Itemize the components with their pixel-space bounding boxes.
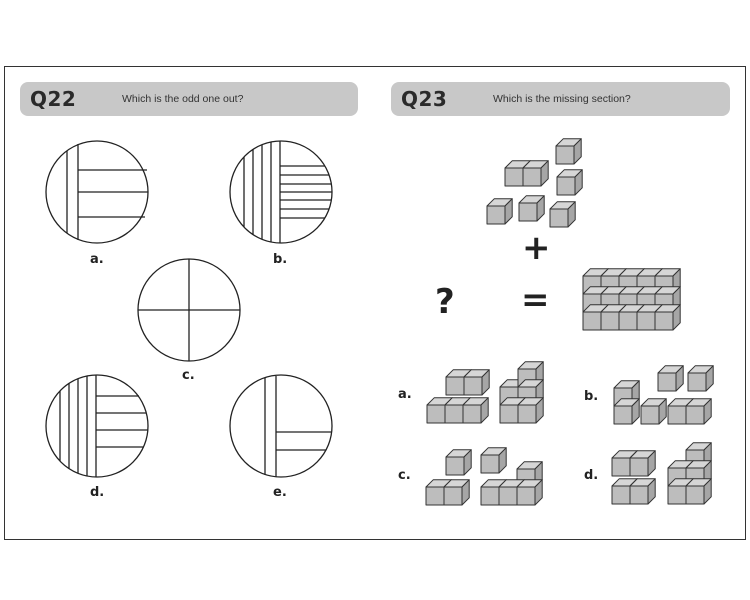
plus-sign: + [522,228,551,268]
q22-circle-b [230,141,332,243]
option-c-cube [481,448,506,473]
q22-circle-e [230,375,332,477]
q23-option-c-label[interactable]: c. [398,468,411,483]
q22-circle-c [138,259,240,361]
option-b-cube [686,399,711,424]
q22-prompt: Which is the odd one out? [122,93,244,105]
option-d-cube [630,479,655,504]
option-a-cube [463,398,488,423]
option-a-cube [464,370,489,395]
q23-number: Q23 [401,87,448,111]
given-section-cube [487,199,512,224]
q22-option-d-label[interactable]: d. [90,485,105,500]
option-b-cube [688,366,713,391]
given-section-cube [550,202,575,227]
q22-option-e-label[interactable]: e. [273,485,287,500]
q23-option-a-label[interactable]: a. [398,387,412,402]
option-d-cube [686,479,711,504]
equals-sign: = [521,280,550,320]
option-b-cube [658,366,683,391]
question-mark: ? [435,282,455,322]
given-section-cube [556,139,581,164]
given-section-cube [519,196,544,221]
option-d-cube [630,451,655,476]
option-c-cube [446,450,471,475]
q22-option-c-label[interactable]: c. [182,368,195,383]
q23-option-b-label[interactable]: b. [584,389,599,404]
option-b-cube [641,399,666,424]
target-block-cube [655,305,680,330]
q22-circle-d [46,375,148,477]
option-c-cube [444,480,469,505]
option-a-cube [518,398,543,423]
option-b-cube [614,399,639,424]
q22-circle-a [46,141,148,243]
q22-option-b-label[interactable]: b. [273,252,288,267]
q23-option-d-label[interactable]: d. [584,468,599,483]
given-section-cube [523,161,548,186]
q23-prompt: Which is the missing section? [493,93,631,105]
option-c-cube [517,480,542,505]
q22-number: Q22 [30,87,77,111]
q22-option-a-label[interactable]: a. [90,252,104,267]
q23-cube-layer [426,139,713,505]
given-section-cube [557,170,582,195]
